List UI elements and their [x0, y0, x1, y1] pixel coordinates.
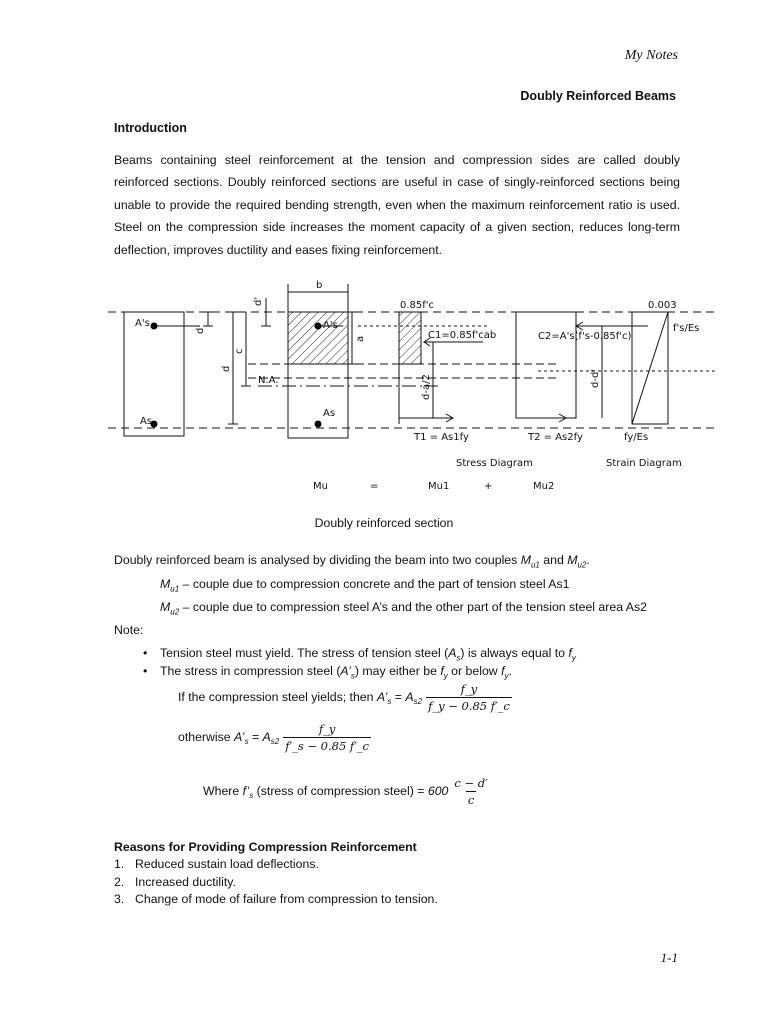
label-fy-es: fy/Es [624, 432, 649, 443]
list-item: 2. Increased ductility. [114, 874, 236, 889]
label-003: 0.003 [648, 300, 677, 311]
label-strain-diagram: Strain Diagram [606, 458, 682, 469]
fraction-fs: $\frac{c - d'}{c}$ [454, 776, 488, 807]
label-d: d [221, 365, 232, 372]
label-d-prime: d' [195, 324, 206, 334]
label-stress-diagram: Stress Diagram [456, 458, 533, 469]
introduction-heading: Introduction [114, 121, 187, 135]
label-c1: C1=0.85f'cab [428, 330, 497, 341]
label-c2: C2=A's(f's-0.85f'c) [538, 331, 632, 342]
reasons-list [114, 856, 438, 909]
label-equals: = [370, 481, 379, 492]
compression-bar-center [315, 323, 322, 330]
fraction-yield: $\frac{f\_y}{f\_y - 0.85 f'\_c}$ [428, 682, 510, 713]
label-mu: Mu [313, 481, 328, 492]
label-as-left: As [140, 416, 153, 427]
label-c: c [234, 348, 245, 354]
analysis-intro: Doubly reinforced beam is analysed by dividing the beam into two couples $M_{u1}$ and $M_{u2}$. [114, 553, 590, 570]
label-d-dp: d-d' [590, 368, 601, 388]
equation-otherwise: otherwise $A’_s = A_{s2}$ $\frac{f\_y}{f'\_s - 0.85 f'\_c}$ [178, 722, 369, 753]
definition-mu2: $M_{u2}$ – couple due to compression steel A’s and the other part of the tension steel area As2 [160, 600, 647, 617]
doubly-reinforced-section-figure [108, 276, 718, 498]
label-plus: + [484, 481, 493, 492]
note-label: Note: [114, 623, 144, 637]
document-title: Doubly Reinforced Beams [520, 89, 676, 103]
definition-mu1: $M_{u1}$ – couple due to compression concrete and the part of tension steel As1 [160, 577, 570, 594]
label-neutral-axis: N.A. [258, 375, 279, 386]
header-notes: My Notes [624, 48, 678, 63]
figure-caption: Doubly reinforced section [314, 516, 454, 530]
tension-bar-center [315, 421, 322, 428]
label-a: a [355, 335, 366, 342]
label-d-a2: d-a/2 [421, 374, 432, 400]
fraction-otherwise: $\frac{f\_y}{f'\_s - 0.85 f'\_c}$ [285, 722, 369, 753]
label-mu1: Mu1 [428, 481, 450, 492]
label-b: b [316, 280, 323, 291]
label-fs-es: f's/Es [673, 323, 700, 334]
label-as-inner: As [323, 408, 336, 419]
introduction-paragraph: Beams containing steel reinforcement at the tension and compression sides are called doubly reinforced sections. Doubly reinforced sections are useful in case of singly-reinforced sections being unable to provide the required bending strength, even when the maximum reinforcement ratio is used. Steel on the compression side increases the moment capacity of a given section, reduces long-term deflection, improves ductility and eases fixing reinforcement. [114, 153, 680, 257]
label-t1: T1 = As1fy [414, 432, 469, 443]
label-t2: T2 = As2fy [528, 432, 583, 443]
label-d-prime-2: d' [253, 296, 264, 306]
compression-bar-left [151, 323, 158, 330]
label-085fc: 0.85f'c [400, 300, 435, 311]
reasons-heading: Reasons for Providing Compression Reinforcement [114, 840, 417, 854]
page-number: 1-1 [660, 950, 678, 965]
label-mu2: Mu2 [533, 481, 555, 492]
bullet-tension-steel: • Tension steel must yield. The stress of tension steel $(A_s)$ is always equal to $f_y$ [160, 646, 576, 662]
list-item: 1. Reduced sustain load deflections. [114, 857, 319, 871]
label-asp-inner: A's [323, 320, 338, 331]
label-asp: A's [135, 318, 150, 329]
list-item: 3. Change of mode of failure from compression to tension. [114, 892, 438, 907]
bullet-compression-steel: • The stress in compression steel $(A’_s)$ may either be $f_y$ or below $f_y$. [160, 664, 512, 680]
equation-yield: If the compression steel yields; then $A’_s = A_{s2}$ $\frac{f\_y}{f\_y - 0.85 f'\_c}$ [178, 682, 510, 713]
equation-fs: Where $f’_s$ (stress of compression steel) = 600 $\frac{c - d'}{c}$ [203, 776, 488, 807]
